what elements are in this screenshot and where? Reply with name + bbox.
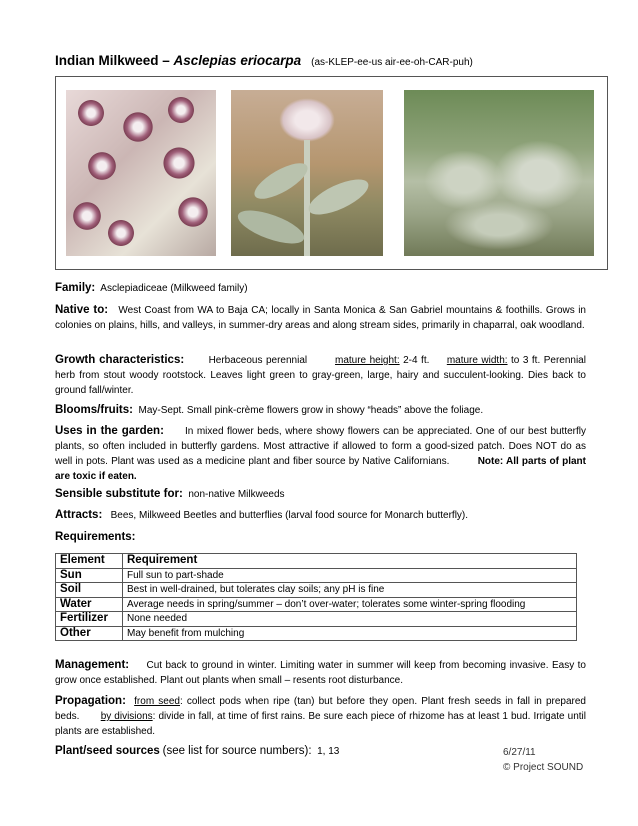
substitute-text: non-native Milkweeds (188, 489, 285, 500)
width-label: mature width: (446, 355, 508, 366)
sources-text: 1, 13 (317, 746, 340, 757)
table-row (56, 626, 577, 641)
attracts-label: Attracts: (55, 509, 103, 521)
page-title (55, 53, 473, 68)
table-row (56, 568, 577, 583)
element-cell: Other (56, 626, 123, 641)
blooms-section (55, 403, 586, 418)
toxic-note: Note: All parts of plant are toxic if eaten. (55, 456, 586, 482)
growth-section (55, 353, 586, 398)
growth-text2: Perennial herb from stout woody rootstock. Leaves light green to gray-green, large, hairy and succulent-looking. Dies back to ground fall/winter. (55, 355, 586, 396)
management-section (55, 658, 586, 688)
native-text: West Coast from WA to Baja CA; locally in Santa Monica & San Gabriel mountains & foothills. Grows in colonies on plains, hills, and valleys, in summer-dry areas and along stream sides, primarily in chaparral, oak woodland. (55, 305, 586, 331)
height-label: mature height: (334, 355, 400, 366)
element-cell: Water (56, 597, 123, 612)
element-cell: Soil (56, 583, 123, 598)
photo-panel (55, 76, 608, 270)
column-header: Element (56, 554, 123, 569)
native-section (55, 303, 586, 333)
table-row (56, 597, 577, 612)
management-text: Cut back to ground in winter. Limiting water in summer will keep from becoming invasive. Easy to grow once established. Plant out plants when small – resents root disturbance. (55, 660, 586, 686)
requirement-cell: May benefit from mulching (123, 626, 577, 641)
sources-section (55, 744, 475, 759)
table-row (56, 583, 577, 598)
requirement-cell: Full sun to part-shade (123, 568, 577, 583)
blooms-text: May-Sept. Small pink-crème flowers grow in showy “heads” above the foliage. (138, 405, 484, 416)
common-name: Indian Milkweed – (55, 53, 174, 68)
division-label: by divisions (100, 711, 153, 722)
sources-label: Plant/seed sources (55, 745, 160, 757)
blooms-label: Blooms/fruits: (55, 404, 133, 416)
seed-label: from seed (134, 696, 180, 707)
element-cell: Sun (56, 568, 123, 583)
column-header: Requirement (123, 554, 577, 569)
seed-text: : collect pods when ripe (tan) but before they open. Plant fresh seeds in fall in prepared beds. (55, 696, 586, 722)
substitute-section (55, 487, 586, 502)
requirement-cell: None needed (123, 612, 577, 627)
native-label: Native to: (55, 304, 109, 316)
division-text: : divide in fall, at time of first rains. Be sure each piece of rhizome has at least 1 bud. Irrigate until plants are established. (55, 711, 586, 737)
propagation-label: Propagation: (55, 695, 126, 707)
attracts-text: Bees, Milkweed Beetles and butterflies (larval food source for Monarch butterfly). (110, 510, 469, 521)
attracts-section (55, 508, 586, 523)
requirements-heading: Requirements: (55, 531, 136, 543)
management-label: Management: (55, 659, 130, 671)
copyright: © Project SOUND (503, 762, 584, 773)
uses-label: Uses in the garden: (55, 425, 164, 437)
table-header-row (56, 554, 577, 569)
growth-label: Growth characteristics: (55, 354, 185, 366)
propagation-section (55, 694, 586, 739)
substitute-label: Sensible substitute for: (55, 488, 183, 500)
family-section (55, 281, 586, 296)
flower-closeup-photo (66, 90, 216, 256)
height-value: 2-4 ft. (403, 355, 430, 366)
width-value: to 3 ft. (511, 355, 541, 366)
plant-photo (231, 90, 383, 256)
requirement-cell: Best in well-drained, but tolerates clay soils; any pH is fine (123, 583, 577, 598)
growth-text1: Herbaceous perennial (208, 355, 308, 366)
requirements-table (55, 553, 577, 641)
family-text: Asclepiadiceae (Milkweed family) (100, 283, 248, 294)
scientific-name: Asclepias eriocarpa (173, 53, 302, 68)
family-label: Family: (55, 282, 96, 294)
sources-paren: (see list for source numbers): (162, 745, 312, 757)
uses-text: In mixed flower beds, where showy flowers can be appreciated. One of our best butterfly plants, so often included in butterfly gardens. Most attractive if allowed to form a good-sized patch. Does NOT do as well in pots. Plant was used as a medicine plant and fiber source by Native Californians. (55, 426, 587, 467)
element-cell: Fertilizer (56, 612, 123, 627)
footer (503, 745, 583, 775)
table-row (56, 612, 577, 627)
date: 6/27/11 (503, 747, 536, 758)
habitat-photo (404, 90, 594, 256)
requirement-cell: Average needs in spring/summer – don’t over-water; tolerates some winter-spring flooding (123, 597, 577, 612)
uses-section (55, 424, 586, 484)
pronunciation: (as-KLEP-ee-us air-ee-oh-CAR-puh) (311, 57, 473, 68)
